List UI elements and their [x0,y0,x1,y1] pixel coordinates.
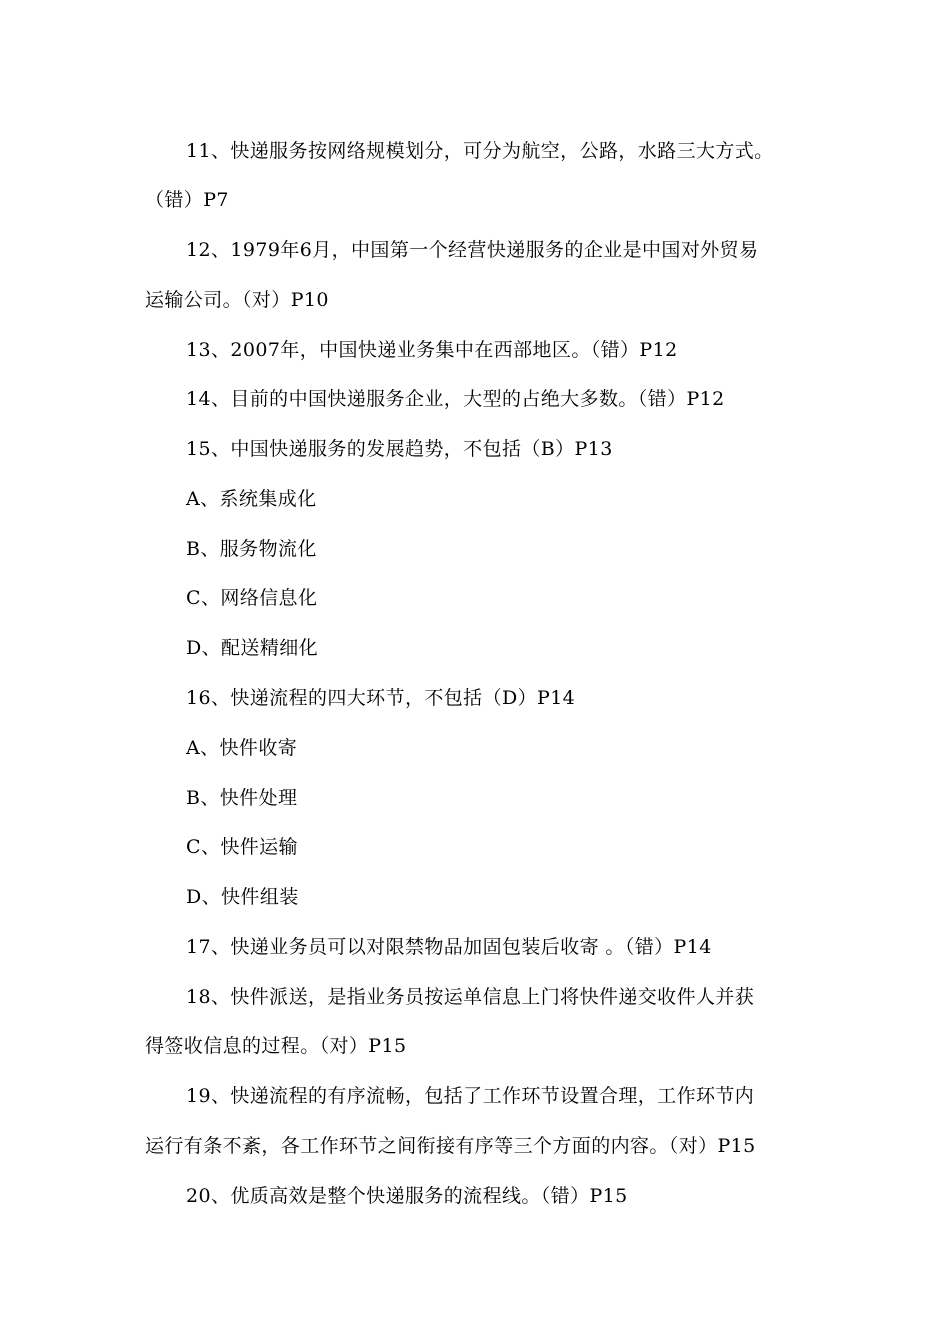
question-15-option-d: D、配送精细化 [186,637,319,659]
question-15-option-b: B、服务物流化 [186,538,317,560]
question-15-option-a: A、系统集成化 [186,488,317,510]
question-11-line-2: （错）P7 [145,189,229,211]
question-19-line-2: 运行有条不紊，各工作环节之间衔接有序等三个方面的内容。（对）P15 [145,1135,756,1157]
question-12-line-1: 12、1979年6月，中国第一个经营快递服务的企业是中国对外贸易 [186,239,759,261]
question-14: 14、目前的中国快递服务企业，大型的占绝大多数。（错）P12 [186,388,725,410]
question-13: 13、2007年，中国快递业务集中在西部地区。（错）P12 [186,339,678,361]
question-16: 16、快递流程的四大环节，不包括（D）P14 [186,687,576,709]
question-18-line-2: 得签收信息的过程。（对）P15 [145,1035,407,1057]
question-19-line-1: 19、快递流程的有序流畅，包括了工作环节设置合理，工作环节内 [186,1085,755,1107]
question-15-option-c: C、网络信息化 [186,587,318,609]
question-18-line-1: 18、快件派送，是指业务员按运单信息上门将快件递交收件人并获 [186,986,755,1008]
question-16-option-d: D、快件组装 [186,886,299,908]
question-16-option-a: A、快件收寄 [186,737,298,759]
question-11-line-1: 11、快递服务按网络规模划分，可分为航空，公路，水路三大方式。 [186,140,774,162]
question-15: 15、中国快递服务的发展趋势，不包括（B）P13 [186,438,613,460]
question-20: 20、优质高效是整个快递服务的流程线。（错）P15 [186,1185,628,1207]
question-12-line-2: 运输公司。（对）P10 [145,289,329,311]
question-16-option-c: C、快件运输 [186,836,298,858]
question-16-option-b: B、快件处理 [186,787,298,809]
question-17: 17、快递业务员可以对限禁物品加固包装后收寄 。（错）P14 [186,936,712,958]
